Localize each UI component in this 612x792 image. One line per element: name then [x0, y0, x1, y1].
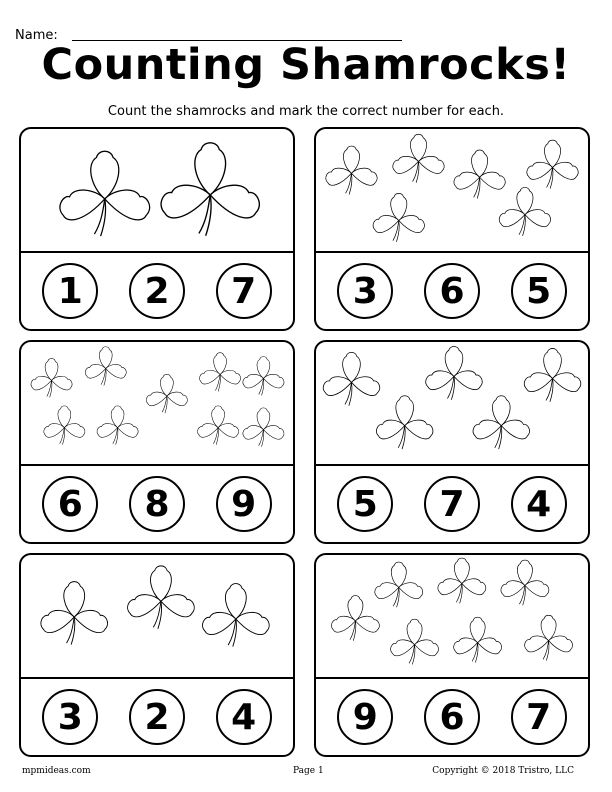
answer-option[interactable]: 1	[42, 263, 98, 319]
answer-option[interactable]: 3	[337, 263, 393, 319]
shamrock-icon	[373, 193, 424, 241]
counting-panel-3	[19, 340, 295, 544]
shamrock-icon	[85, 347, 126, 386]
footer-copyright: Copyright © 2018 Tristro, LLC	[432, 766, 574, 776]
counting-panel-4	[314, 340, 590, 544]
answer-option[interactable]: 9	[216, 476, 272, 532]
shamrock-icon	[454, 617, 502, 662]
instructions: Count the shamrocks and mark the correct number for each.	[107, 104, 505, 119]
shamrock-icon	[203, 584, 270, 647]
shamrock-art	[21, 129, 293, 251]
shamrock-icon	[128, 566, 195, 629]
shamrock-icon	[60, 151, 150, 236]
answer-option[interactable]: 9	[337, 689, 393, 745]
answer-option[interactable]: 7	[424, 476, 480, 532]
shamrock-art	[21, 342, 293, 464]
counting-panel-1	[19, 127, 295, 331]
shamrock-icon	[41, 582, 108, 645]
shamrock-icon	[524, 348, 580, 401]
answer-option[interactable]: 2	[129, 263, 185, 319]
shamrock-icon	[97, 406, 138, 445]
shamrock-icon	[426, 346, 482, 399]
answer-option[interactable]: 7	[216, 263, 272, 319]
answer-option[interactable]: 6	[424, 689, 480, 745]
counting-panel-5	[19, 553, 295, 757]
shamrock-icon	[438, 558, 486, 603]
shamrock-icon	[393, 134, 444, 182]
shamrock-icon	[499, 187, 550, 235]
shamrock-art	[316, 555, 588, 677]
answer-option[interactable]: 7	[511, 689, 567, 745]
shamrock-icon	[31, 359, 72, 398]
shamrock-icon	[198, 406, 239, 445]
shamrock-icon	[323, 352, 379, 405]
shamrock-icon	[391, 619, 439, 664]
shamrock-icon	[243, 357, 284, 396]
shamrock-icon	[331, 596, 379, 641]
shamrock-art	[316, 129, 588, 251]
answer-option[interactable]: 3	[42, 689, 98, 745]
shamrock-icon	[375, 562, 423, 607]
counting-panel-2	[314, 127, 590, 331]
shamrock-icon	[473, 396, 529, 449]
shamrock-icon	[525, 615, 573, 660]
counting-panel-6	[314, 553, 590, 757]
shamrock-icon	[44, 406, 85, 445]
page-title: Counting Shamrocks!	[41, 40, 571, 90]
shamrock-icon	[376, 396, 432, 449]
answer-option[interactable]: 5	[337, 476, 393, 532]
answer-option[interactable]: 5	[511, 263, 567, 319]
shamrock-art	[316, 342, 588, 464]
footer-page-number: Page 1	[293, 766, 324, 776]
shamrock-icon	[200, 353, 241, 392]
shamrock-icon	[146, 374, 187, 413]
answer-option[interactable]: 4	[511, 476, 567, 532]
footer-website: mpmideas.com	[22, 766, 91, 776]
answer-option[interactable]: 8	[129, 476, 185, 532]
shamrock-art	[21, 555, 293, 677]
shamrock-icon	[501, 560, 549, 605]
answer-option[interactable]: 4	[216, 689, 272, 745]
shamrock-icon	[454, 150, 505, 198]
answer-option[interactable]: 6	[42, 476, 98, 532]
shamrock-icon	[527, 140, 578, 188]
shamrock-icon	[161, 143, 259, 236]
name-label: Name:	[15, 28, 58, 43]
answer-option[interactable]: 2	[129, 689, 185, 745]
shamrock-icon	[326, 146, 377, 194]
answer-option[interactable]: 6	[424, 263, 480, 319]
shamrock-icon	[243, 408, 284, 447]
